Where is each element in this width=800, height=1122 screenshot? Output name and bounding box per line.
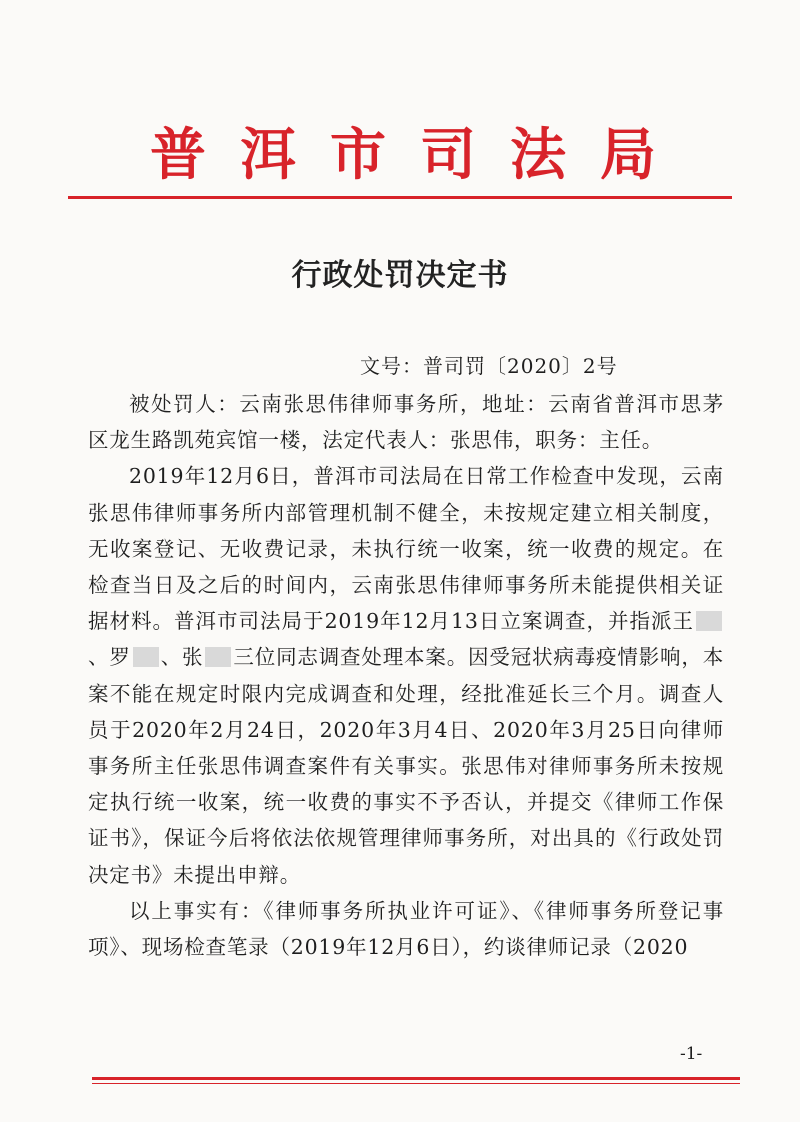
agency-header: 普洱市司法局 [150,122,690,188]
document-body [88,386,724,965]
facts-separator-1: 、罗 [88,645,131,670]
header-red-rule [68,196,732,199]
paragraph-facts [88,458,724,892]
paragraph-evidence: 以上事实有：《律师事务所执业许可证》、《律师事务所登记事项》、现场检查笔录（2019年12月6日），约谈律师记录（2020 [88,898,724,960]
paragraph-party: 被处罚人：云南张思伟律师事务所，地址：云南省普洱市思茅区龙生路凯苑宾馆一楼，法定代表人：张思伟，职务：主任。 [88,392,724,453]
footer-red-rule [92,1077,740,1080]
document-title: 行政处罚决定书 [291,258,509,293]
redaction-block [696,611,722,631]
facts-separator-2: 、张 [160,645,204,670]
facts-text-2: 三位同志调查处理本案。因受冠状病毒疫情影响，本案不能在规定时限内完成调查和处理，经批准延长三个月。调查人员于2020年2月24日，2020年3月4日、2020年3月25日向律师事务所主任张思伟调查案件有关事实。张思伟对律师事务所未按规定执行统一收案，统一收费的事实不予否认，并提交《律师工作保证书》，保证今后将依法依规管理律师事务所，对出具的《行政处罚决定书》未提出申辩。 [88,645,724,887]
page-number: -1- [680,1044,703,1064]
footer-red-rule-thin [92,1083,740,1084]
document-number: 文号：普司罚〔2020〕2号 [360,354,618,378]
redaction-block [133,647,159,667]
redaction-block [205,647,231,667]
facts-text-1: 2019年12月6日，普洱市司法局在日常工作检查中发现，云南张思伟律师事务所内部管理机制不健全，未按规定建立相关制度，无收案登记、无收费记录，未执行统一收案，统一收费的规定。在检查当日及之后的时间内，云南张思伟律师事务所未能提供相关证据材料。普洱市司法局于2019年12月13日立案调查，并指派王 [88,464,724,634]
